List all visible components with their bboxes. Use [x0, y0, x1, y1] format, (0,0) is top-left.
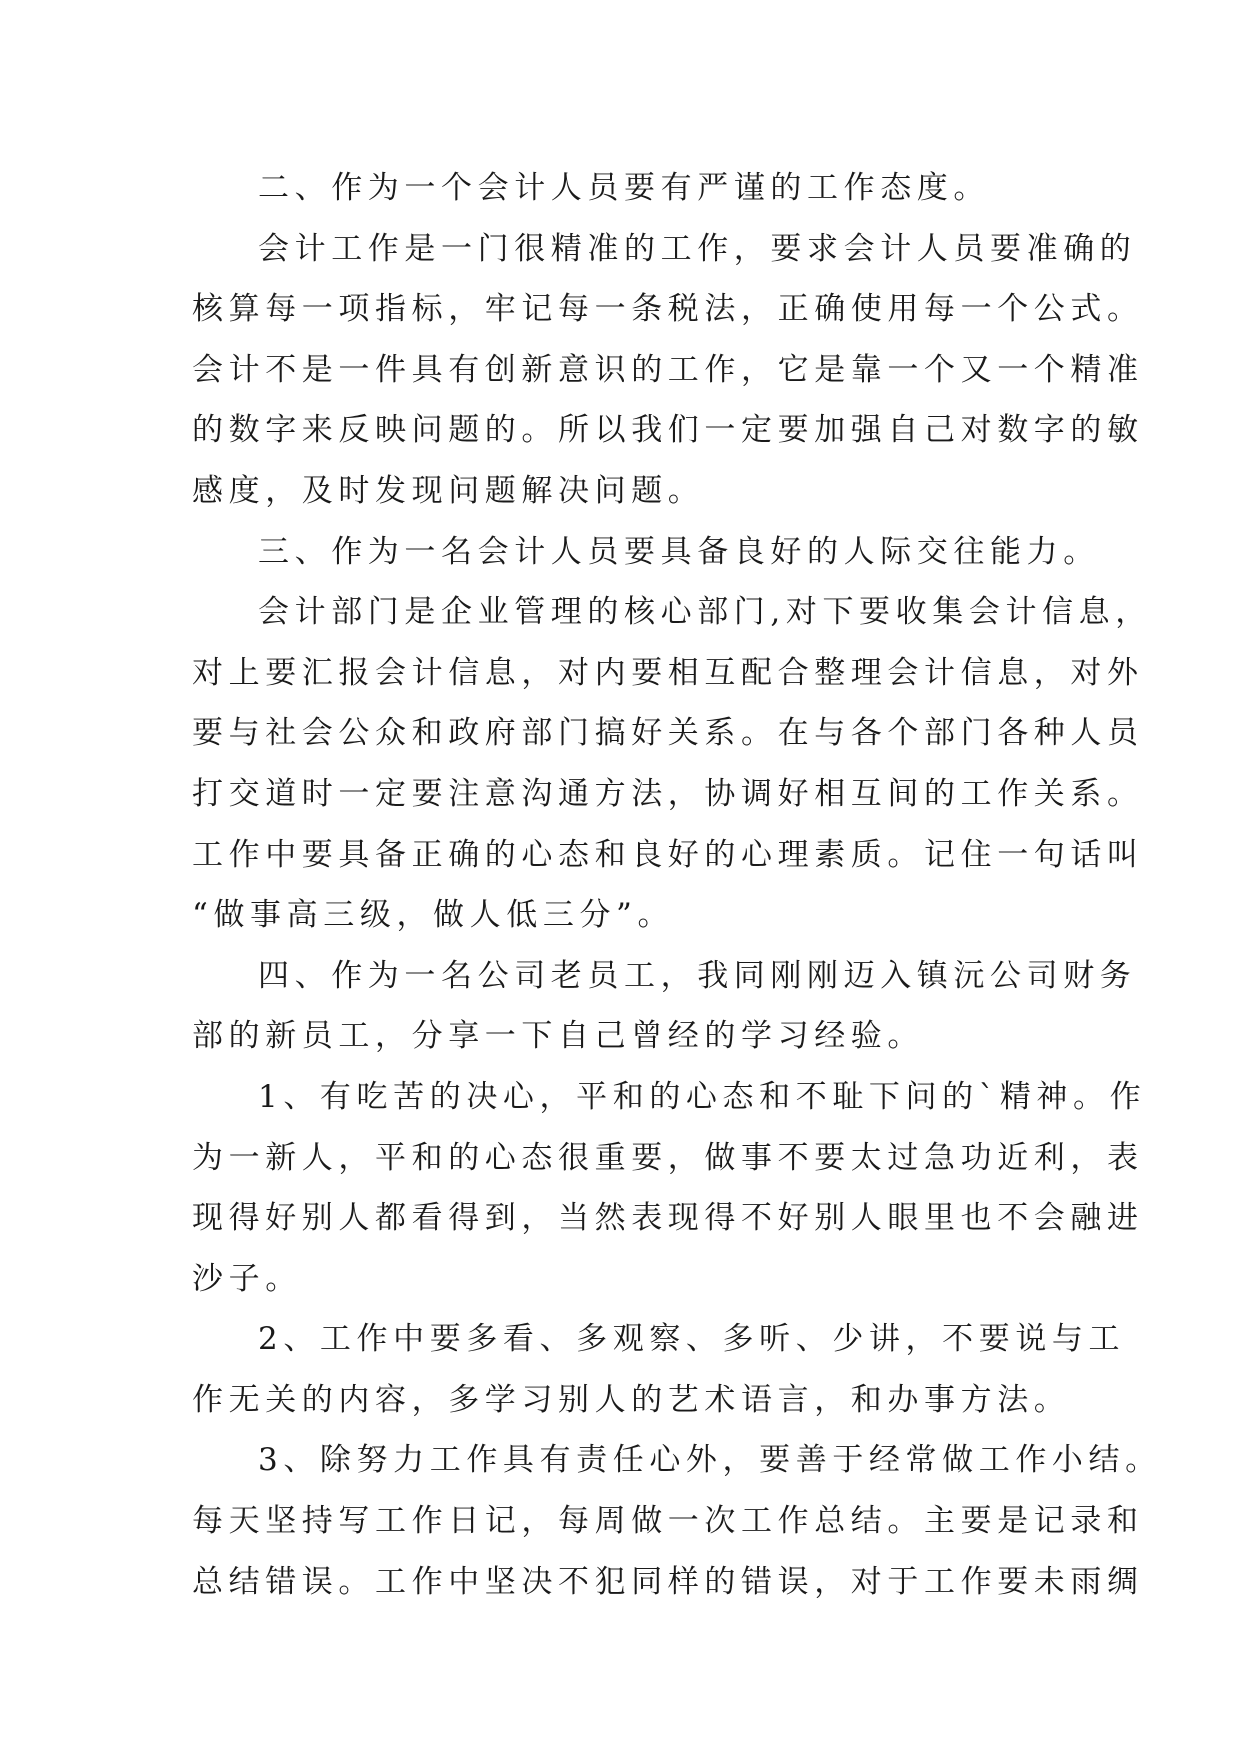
- text-line: 工作中要具备正确的心态和良好的心理素质。记住一句话叫: [192, 836, 1144, 873]
- text-line: 部的新员工，分享一下自己曾经的学习经验。: [192, 1018, 924, 1055]
- text-line: 四、作为一名公司老员工，我同刚刚迈入镇沅公司财务: [258, 957, 1137, 994]
- text-line: 对上要汇报会计信息，对内要相互配合整理会计信息，对外: [192, 654, 1144, 691]
- text-line: 总结错误。工作中坚决不犯同样的错误，对于工作要未雨绸: [192, 1563, 1144, 1600]
- text-line: 的数字来反映问题的。所以我们一定要加强自己对数字的敏: [192, 412, 1144, 449]
- text-line: 沙子。: [192, 1260, 302, 1297]
- text-line: 核算每一项指标，牢记每一条税法，正确使用每一个公式。: [192, 291, 1144, 328]
- text-line: 三、作为一名会计人员要具备良好的人际交往能力。: [258, 533, 1100, 570]
- text-line: 现得好别人都看得到，当然表现得不好别人眼里也不会融进: [192, 1200, 1144, 1237]
- document-body: [192, 158, 1162, 1612]
- text-line: 2、工作中要多看、多观察、多听、少讲，不要说与工: [258, 1321, 1126, 1358]
- text-line: 每天坚持写工作日记，每周做一次工作总结。主要是记录和: [192, 1503, 1144, 1540]
- text-line: 1、有吃苦的决心，平和的心态和不耻下问的`精神。作: [258, 1078, 1147, 1115]
- text-line: 会计不是一件具有创新意识的工作，它是靠一个又一个精准: [192, 351, 1144, 388]
- text-line: 二、作为一个会计人员要有严谨的工作态度。: [258, 170, 990, 206]
- text-line: 3、除努力工作具有责任心外，要善于经常做工作小结。: [258, 1442, 1162, 1479]
- text-line: 打交道时一定要注意沟通方法，协调好相互间的工作关系。: [192, 775, 1144, 812]
- text-line: 要与社会公众和政府部门搞好关系。在与各个部门各种人员: [192, 715, 1144, 752]
- text-line: 感度，及时发现问题解决问题。: [192, 472, 705, 509]
- text-line: 会计部门是企业管理的核心部门,对下要收集会计信息，: [258, 594, 1152, 631]
- text-line: “做事高三级，做人低三分”。: [192, 897, 675, 934]
- text-line: 作无关的内容，多学习别人的艺术语言，和办事方法。: [192, 1381, 1071, 1418]
- text-line: 为一新人，平和的心态很重要，做事不要太过急功近利，表: [192, 1139, 1144, 1176]
- text-line: 会计工作是一门很精准的工作，要求会计人员要准确的: [258, 230, 1137, 267]
